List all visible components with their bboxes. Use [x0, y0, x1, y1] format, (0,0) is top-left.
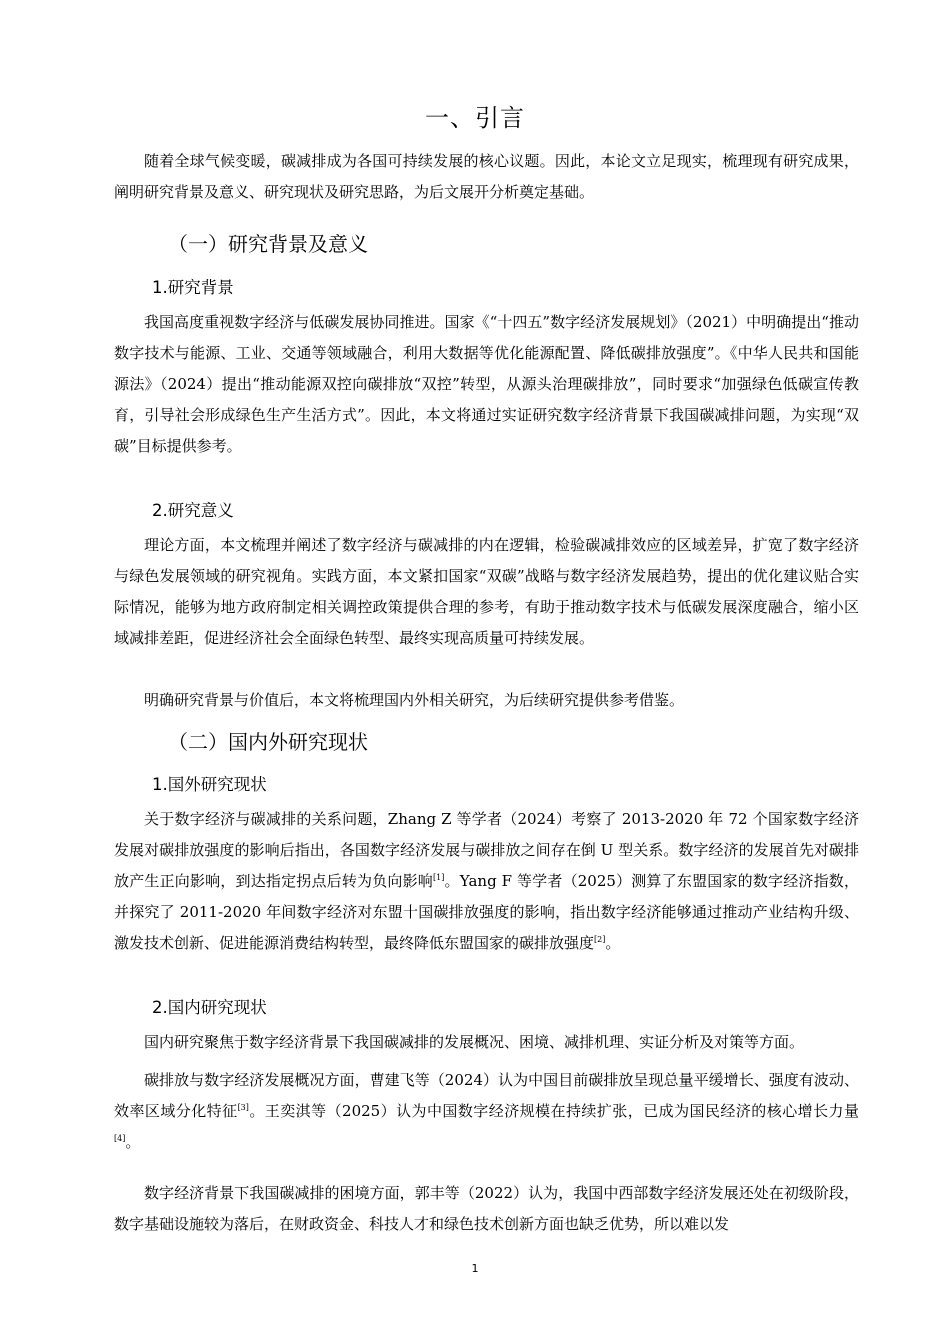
subsection-heading-domestic-research: 2.国内研究现状 — [152, 998, 267, 1017]
domestic-status-paragraph — [114, 1065, 859, 1158]
citation-2: [2] — [594, 935, 606, 944]
subsection-heading-significance: 2.研究意义 — [152, 501, 234, 520]
citation-4: [4] — [114, 1134, 126, 1143]
foreign-text-b: 。Yang F 等学者（2025）测算了东盟国家的数字经济指数，并探究了 2011-2020 年间数字经济对东盟十国碳排放强度的影响，指出数字经济能够通过推动产业结构升级、激发技术创新、促进能源消费结构转型，最终降低东盟国家的碳排放强度 — [114, 872, 859, 952]
intro-paragraph: 随着全球气候变暖，碳减排成为各国可持续发展的核心议题。因此，本论文立足现实，梳理现有研究成果，阐明研究背景及意义、研究现状及研究思路，为后文展开分析奠定基础。 — [114, 152, 859, 201]
domestic-challenges-paragraph: 数字经济背景下我国碳减排的困境方面，郭丰等（2022）认为，我国中西部数字经济发展还处在初级阶段，数字基础设施较为落后，在财政资金、科技人才和绿色技术创新方面也缺乏优势，所以难以发 — [114, 1184, 859, 1233]
domestic-overview-paragraph: 国内研究聚焦于数字经济背景下我国碳减排的发展概况、困境、减排机理、实证分析及对策等方面。 — [144, 1033, 805, 1051]
foreign-research-paragraph — [114, 804, 859, 959]
significance-paragraph: 理论方面，本文梳理并阐述了数字经济与碳减排的内在逻辑，检验碳减排效应的区域差异，扩宽了数字经济与绿色发展领域的研究视角。实践方面，本文紧扣国家“双碳”战略与数字经济发展趋势，提出的优化建议贴合实际情况，能够为地方政府制定相关调控政策提供合理的参考，有助于推动数字技术与低碳发展深度融合，缩小区域减排差距，促进经济社会全面绿色转型、最终实现高质量可持续发展。 — [114, 536, 859, 647]
domestic-text-a: 碳排放与数字经济发展概况方面，曹建飞等（2024）认为中国目前碳排放呈现总量平缓增长、强度有波动、效率区域分化特征 — [114, 1071, 859, 1120]
section-heading-background: （一）研究背景及意义 — [168, 232, 368, 256]
page-number: 1 — [471, 1262, 479, 1275]
domestic-text-c: 。 — [125, 1133, 141, 1151]
background-paragraph: 我国高度重视数字经济与低碳发展协同推进。国家《“十四五”数字经济发展规划》（2021）中明确提出“推动数字技术与能源、工业、交通等领域融合，利用大数据等优化能源配置、降低碳排放强度”。《中华人民共和国能源法》（2024）提出“推动能源双控向碳排放“双控”转型，从源头治理碳排放”，同时要求“加强绿色低碳宣传教育，引导社会形成绿色生产生活方式”。因此，本文将通过实证研究数字经济背景下我国碳减排问题，为实现“双碳”目标提供参考。 — [114, 313, 859, 455]
transition-paragraph: 明确研究背景与价值后，本文将梳理国内外相关研究，为后续研究提供参考借鉴。 — [144, 691, 685, 709]
citation-3: [3] — [237, 1103, 249, 1112]
subsection-heading-foreign-research: 1.国外研究现状 — [152, 775, 267, 794]
chapter-title: 一、引言 — [425, 104, 525, 132]
subsection-heading-background: 1.研究背景 — [152, 278, 234, 297]
citation-1: [1] — [433, 873, 445, 882]
foreign-text-a: 关于数字经济与碳减排的关系问题，Zhang Z 等学者（2024）考察了 2013-2020 年 72 个国家数字经济发展对碳排放强度的影响后指出，各国数字经济发展与碳排放之间存在倒 U 型关系。数字经济的发展首先对碳排放产生正向影响，到达指定拐点后转为负向影响 — [114, 810, 859, 890]
foreign-text-c: 。 — [605, 934, 621, 952]
domestic-text-b: 。王奕淇等（2025）认为中国数字经济规模在持续扩张，已成为国民经济的核心增长力量 — [248, 1102, 859, 1120]
section-heading-research-status: （二）国内外研究现状 — [168, 730, 368, 754]
